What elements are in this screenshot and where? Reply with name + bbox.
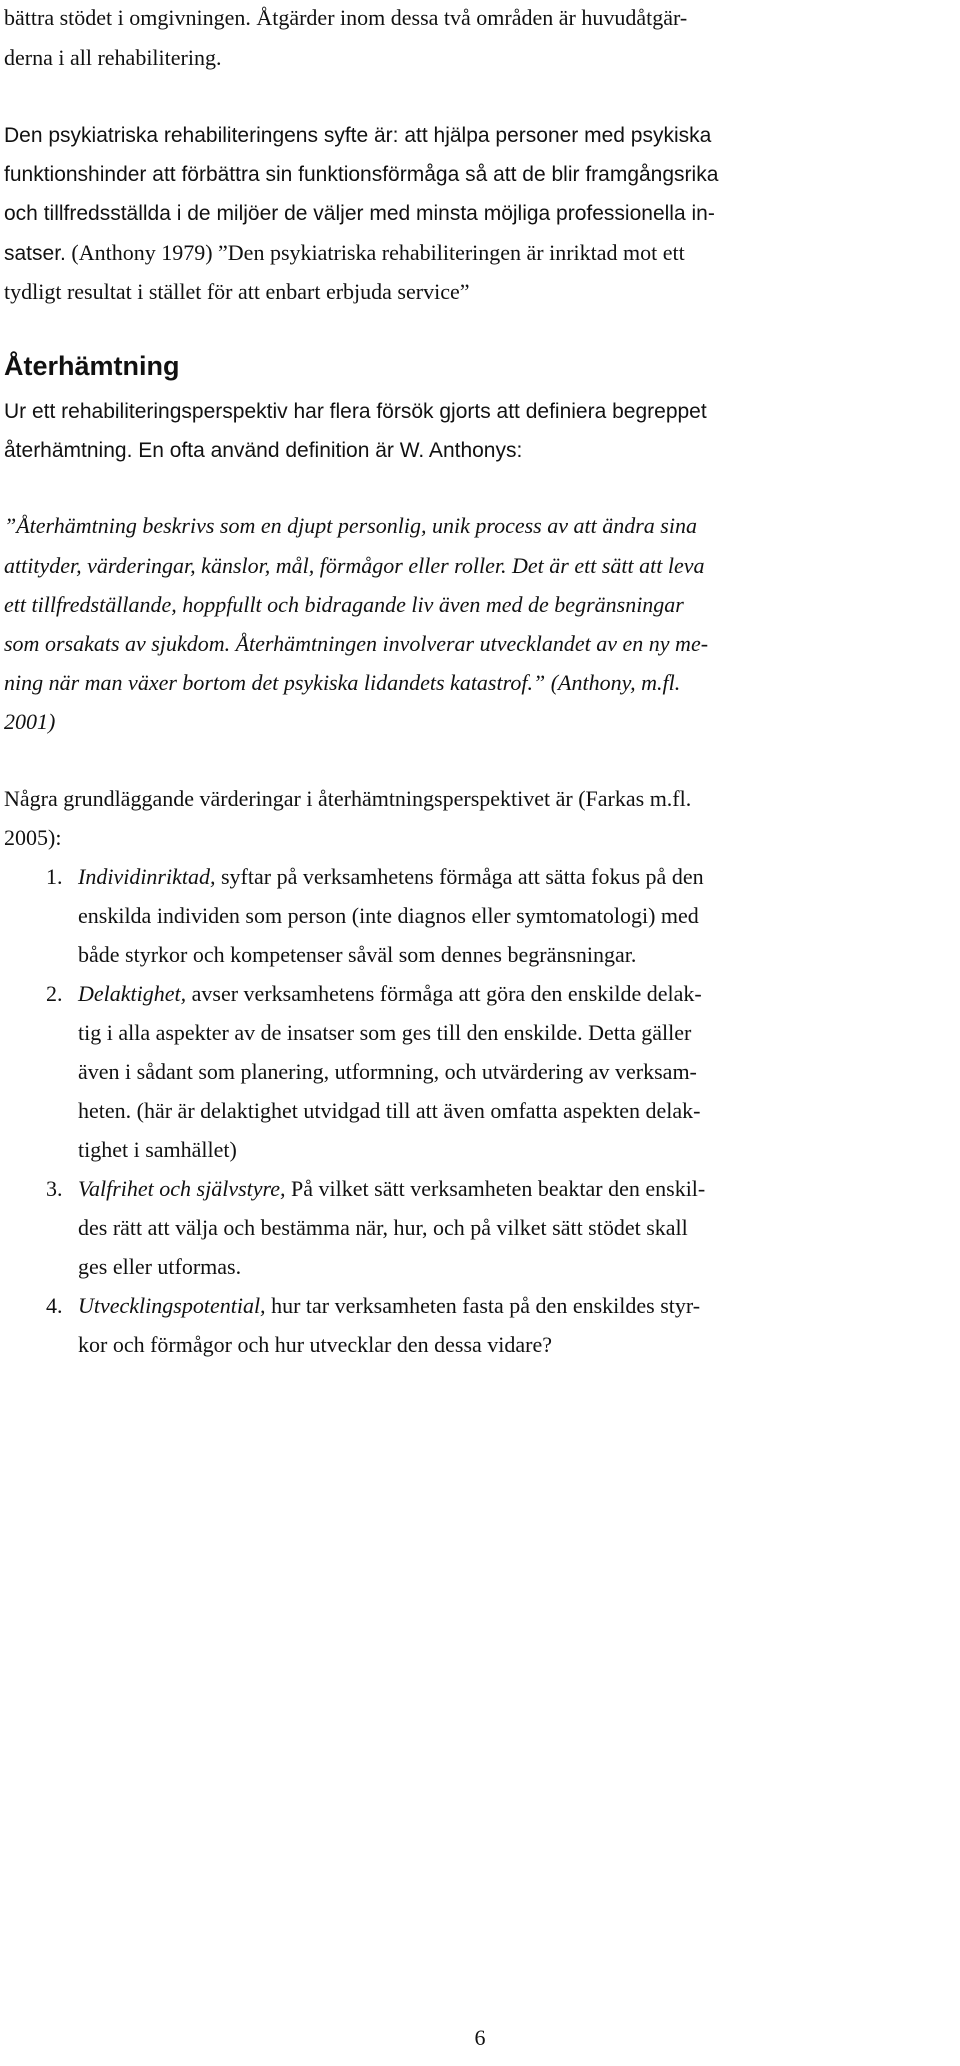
section-heading: Återhämtning — [4, 351, 180, 381]
text-span: satser. — [4, 242, 66, 265]
list-item-line: även i sådant som planering, utformning, och utvärdering av verksam- — [78, 1059, 697, 1084]
list-item-line: heten. (här är delaktighet utvidgad till att även omfatta aspekten delak- — [78, 1098, 701, 1123]
text-span: syftar på verksamhetens förmåga att sätta fokus på den — [215, 864, 704, 889]
text-line: derna i all rehabilitering. — [4, 45, 222, 70]
list-item-line: tig i alla aspekter av de insatser som ges till den enskilde. Detta gäller — [78, 1020, 692, 1045]
list-item-line: ges eller utformas. — [78, 1254, 242, 1279]
text-line: återhämtning. En ofta använd definition är W. Anthonys: — [4, 439, 523, 462]
quote-line: som orsakats av sjukdom. Återhämtningen involverar utvecklandet av en ny me- — [4, 631, 709, 656]
quote-line: ”Återhämtning beskrivs som en djupt personlig, unik process av att ändra sina — [4, 513, 697, 538]
list-item-line: både styrkor och kompetenser såväl som dennes begränsningar. — [78, 942, 637, 967]
quote-line: attityder, värderingar, känslor, mål, förmågor eller roller. Det är ett sätt att leva — [4, 553, 705, 578]
text-span: hur tar verksamheten fasta på den enskildes styr- — [265, 1293, 701, 1318]
list-item-line — [78, 1175, 705, 1203]
quote-line: 2001) — [4, 709, 56, 734]
text-span: (Anthony 1979) ”Den psykiatriska rehabiliteringen är inriktad mot ett — [65, 240, 685, 265]
list-number: 2. — [46, 981, 63, 1006]
quote-line: ett tillfredställande, hoppfullt och bidragande liv även med de begränsningar — [4, 592, 684, 617]
list-term: Delaktighet, — [78, 981, 187, 1006]
text-line: Några grundläggande värderingar i återhämtningsperspektivet är (Farkas m.fl. — [4, 786, 692, 811]
text-line: 2005): — [4, 825, 62, 850]
text-line: Den psykiatriska rehabiliteringens syfte är: att hjälpa personer med psykiska — [4, 124, 712, 147]
quote-line: ning när man växer bortom det psykiska lidandets katastrof.” (Anthony, m.fl. — [4, 670, 681, 695]
text-span: På vilket sätt verksamheten beaktar den enskil- — [285, 1176, 706, 1201]
list-number: 4. — [46, 1293, 63, 1318]
text-line: funktionshinder att förbättra sin funktionsförmåga så att de blir framgångsrika — [4, 163, 719, 186]
list-term: Utvecklingspotential, — [78, 1293, 266, 1318]
text-line: tydligt resultat i stället för att enbart erbjuda service” — [4, 279, 470, 304]
list-term: Individinriktad, — [78, 864, 216, 889]
list-number: 1. — [46, 864, 63, 889]
list-item-line: enskilda individen som person (inte diagnos eller symtomatologi) med — [78, 903, 699, 928]
list-item-line — [78, 863, 704, 891]
page-number: 6 — [474, 2025, 486, 2050]
text-span: avser verksamhetens förmåga att göra den enskilde delak- — [186, 981, 702, 1006]
text-line: bättra stödet i omgivningen. Åtgärder inom dessa två områden är huvudåtgär- — [4, 5, 688, 30]
list-item-line: tighet i samhället) — [78, 1137, 237, 1162]
text-line — [4, 239, 960, 268]
text-line: Ur ett rehabiliteringsperspektiv har flera försök gjorts att definiera begreppet — [4, 400, 707, 423]
list-number: 3. — [46, 1176, 63, 1201]
list-term: Valfrihet och självstyre, — [78, 1176, 286, 1201]
list-item-line — [78, 1292, 700, 1320]
list-item-line — [78, 980, 702, 1008]
text-line: och tillfredsställda i de miljöer de väljer med minsta möjliga professionella in- — [4, 202, 715, 225]
list-item-line: kor och förmågor och hur utvecklar den dessa vidare? — [78, 1332, 553, 1357]
list-item-line: des rätt att välja och bestämma när, hur, och på vilket sätt stödet skall — [78, 1215, 688, 1240]
